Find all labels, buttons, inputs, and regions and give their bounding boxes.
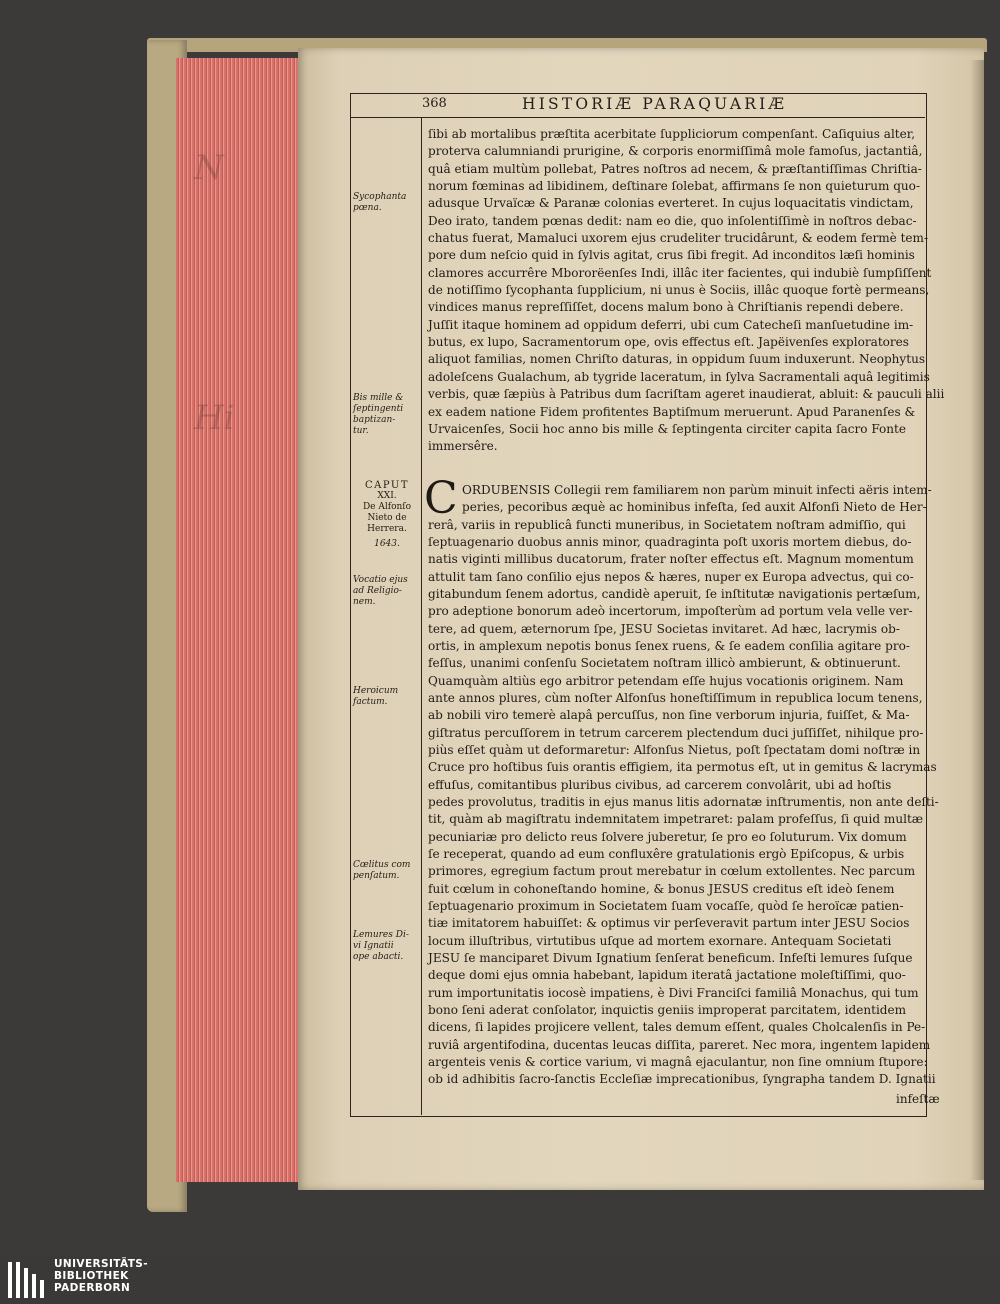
margin-note-sycophanta [353,192,421,214]
library-name-line: UNIVERSITÄTS- [54,1258,149,1270]
text-line: bono ſeni aderat conſolator, inquictis geniis improperat parcitatem, identidem [428,1002,907,1017]
margin-note-line: factum. [353,697,388,707]
ghost-mark: Hi [194,398,235,438]
text-line: feſſus, unanimi conſenſu Societatem noſtram illicò ambierunt, & obtinuerunt. [428,656,901,671]
chapter-heading [354,480,420,550]
text-line: argenteis venis & cortice varium, vi magnâ ejaculantur, non ſine omnium ſtupore: [428,1054,928,1069]
text-line: butus, ex lupo, Sacramentorum ope, ovis effectus eſt. Japëivenſes exploratores [428,335,909,350]
margin-note-line: Lemures Di- [353,930,409,940]
text-line: ſeptuagenario duobus annis minor, quadraginta poſt uxoris mortem diebus, do- [428,534,912,549]
text-line: ab nobili viro temerè alapâ percuſſus, non ſine verborum injuria, fuiſſet, & Ma- [428,708,910,723]
margin-note-line: Heroicum [353,686,399,696]
text-line: pedes provolutus, traditis in ejus manus litis adornatæ inſtrumentis, non ante deſti- [428,794,939,809]
text-line: adoleſcens Gualachum, ab tygride laceratum, in ſylva Sacramentali aquâ legitimis [428,369,930,384]
margin-note-line: penſatum. [353,871,400,881]
text-line: tiæ imitatorem habuiſſet: & optimus vir perſeveravit partum inter JESU Socios [428,916,910,931]
text-line: effuſus, comitantibus pluribus civibus, ad carcerem convolârit, ubi ad hoſtis [428,777,892,792]
margin-note-line: ſeptingenti [353,404,404,414]
text-line: ſe receperat, quando ad eum confluxêre gratulationis ergò Epiſcopus, & urbis [428,846,905,861]
text-line: rerâ, variis in republicâ functi muneribus, in Societatem noſtram admiſſio, qui [428,517,906,532]
chapter-heading-line: Herrera. [367,524,407,534]
margin-note-line: ope abacti. [353,952,404,962]
text-line: ruviâ argentifodina, ducentas leucas diſſita, pareret. Nec mora, ingentem lapidem [428,1037,931,1052]
text-line: pecuniariæ pro delicto reus ſolvere juberetur, ſe pro eo ſoluturum. Vix domum [428,829,907,844]
text-line: rum importunitatis iocosè impatiens, è Divi Franciſci familiâ Monachus, qui tum [428,985,919,1000]
margin-rule [421,118,422,1115]
margin-note-line: tur. [353,426,369,436]
text-line: dicens, ſi lapides projicere vellent, tales demum eſſent, quales Cholcalenſis in Pe- [428,1020,926,1035]
text-line: ante annos plures, cùm noſter Alfonſus honeſtiſſimum in republica locum tenens, [428,690,923,705]
text-line: aliquot familias, nomen Chriſto daturas, in oppidum ſuum induxerunt. Neophytus [428,352,926,367]
page-header [422,96,922,116]
margin-note-line: Vocatio ejus [353,575,408,585]
text-line: JESU ſe manciparet Divum Ignatium ſenſerat beneficum. Infeſti lemures ſuſque [428,950,913,965]
ghost-mark: N [194,148,224,188]
text-line: Urvaicenſes, Socii hoc anno bis mille & ſeptingenta circiter capita ſacro Fonte [428,421,907,436]
chapter-heading-line: Nieto de [367,513,407,523]
text-line: piùs eſſet quàm ut deformaretur: Alfonſus Nietus, poſt ſpectatam domi noſtræ in [428,742,921,757]
text-line: Juſſit itaque hominem ad oppidum deferri, ubi cum Catecheſi manſuetudine im- [428,317,914,332]
margin-note-bis-mille [353,393,421,437]
margin-note-line: ad Religio- [353,586,402,596]
text-line: pore dum neſcio quid in ſylvis agitat, crus ſibi fregit. Ad inconditos læſi hominis [428,248,915,263]
chapter-label: CAPUT [364,480,410,491]
text-line: ſibi ab mortalibus præſtita acerbitate ſuppliciorum compenſant. Caſiquius alter, [428,127,916,141]
text-line: adusque Urvaïcæ & Paranæ colonias everteret. In cujus loquacitatis vindictam, [428,196,914,211]
margin-note-coelitus [353,860,421,882]
library-name-line: BIBLIOTHEK [54,1270,129,1282]
text-line: immersêre. [428,439,498,454]
page-curl-shadow [970,60,984,1180]
text-line: primores, egregium factum prout merebatur in cœlum extollentes. Nec parcum [428,864,916,879]
page-number: 368 [422,96,447,111]
text-line: ORDUBENSIS Collegii rem familiarem non parùm minuit infecti aëris intem- [462,483,932,497]
text-line: natis viginti millibus ducatorum, frater noſter effectus eſt. Magnum momentum [428,552,914,567]
text-line: gitabundum ſenem adortus, candidè aperuit, ſe inſtitutæ navigationis pertæſum, [428,586,921,601]
text-line: vindices manus repreſſiſſet, docens malum bono à Chriſtianis rependi debere. [428,300,904,315]
margin-note-line: pœna. [353,203,382,213]
chapter-heading-line: XXI. [377,491,397,501]
text-line: tit, quàm ab magiſtratu indemnitatem impetraret: palam profeſſus, ſi quid multæ [428,812,924,827]
text-line: ex eadem natione Fidem profitentes Baptiſmum meruerunt. Apud Paranenſes & [428,404,916,419]
chapter-heading-line: De Alfonſo [362,502,412,512]
library-logo [8,1258,188,1298]
text-line: fuit cœlum in cohoneſtando homine, & bonus JESUS creditus eſt ideò ſenem [428,881,895,896]
margin-note-line: Cœlitus com [353,860,411,870]
text-line: Quamquàm altiùs ego arbitror petendam eſſe hujus vocationis originem. Nam [428,673,904,688]
text-line: chatus fuerat, Mamaluci uxorem ejus crudeliter trucidârunt, & eodem fermè tem- [428,231,929,246]
text-line: Cruce pro hoſtibus ſuis orantis effigiem, ita permotus eſt, ut in gemitus & lacrymas [428,760,937,775]
text-line: locum illuſtribus, virtutibus uſque ad mortem exornare. Antequam Societati [428,933,892,948]
text-line: ortis, in amplexum nepotis bonus ſenex ruens, & ſe eadem conſilia agitare pro- [428,638,910,653]
text-line: Deo irato, tandem pœnas dedit: nam eo die, quo inſolentiſſimè in noſtros debac- [428,213,917,228]
text-line: attulit tam ſano conſilio ejus nepos & hæres, nuper ex Europa advectus, qui co- [428,569,914,584]
text-line: peries, pecoribus æquè ac hominibus infeſta, ſed auxit Alfonſi Nieto de Her- [462,500,927,515]
text-line: pro adeptione bonorum adeò incertorum, impoſterùm ad portum vela velle ver- [428,604,913,619]
text-line: ſeptuagenario proximum in Societatem ſuam vocaſſe, quòd ſe heroïcæ patien- [428,898,904,913]
running-title: HISTORIÆ PARAQUARIÆ [522,95,788,113]
header-rule [350,117,925,118]
paragraph-2 [428,482,939,1088]
chapter-heading-line: 1643. [374,539,400,549]
margin-note-line: Bis mille & [353,393,404,403]
library-name [54,1258,148,1294]
catchword: infeſtæ [896,1092,940,1106]
text-line: tere, ad quem, æternorum ſpe, JESU Societas invitaret. Ad hæc, lacrymis ob- [428,621,900,636]
text-line: verbis, quæ ſæpiùs à Patribus dum ſacriſtam ageret inaudierat, abluit: & pauculi alii [428,387,945,402]
text-line: deque domi ejus omnia habebant, lapidum iteratâ jactatione moleſtiſſimi, quo- [428,968,906,983]
margin-note-lemures [353,930,421,963]
text-line: giſtratus percuſſorem in tetrum carcerem plectendum duci juſſiſſet, nihilque pro- [428,725,924,740]
text-line: clamores accurrêre Mbororëenſes Indi, illâc iter facientes, qui indubiè ſumpſiſſent [428,265,932,280]
library-name-line: PADERBORN [54,1282,131,1294]
text-line: proterva calumniandi prurigine, & corporis enormiſſimâ mole famoſus, jactantiâ, [428,144,923,159]
text-line: ob id adhibitis ſacro-ſanctis Eccleſiæ imprecationibus, ſyngrapha tandem D. Ignatii [428,1072,936,1087]
page-edges [176,58,301,1182]
paragraph-1 [428,126,945,456]
margin-note-line: vi Ignatii [353,941,394,951]
text-line: de notiſſimo ſycophanta ſupplicium, ni unus è Sociis, illâc quoque fortè permeans, [428,283,930,298]
margin-note-line: baptizan- [353,415,396,425]
margin-note-line: nem. [353,597,376,607]
text-line: norum fœminas ad libidinem, deſtinare ſolebat, affirmans ſe non quieturum quo- [428,179,921,194]
text-line: quâ etiam multùm pollebat, Patres noſtros ad necem, & præſtantiſſimas Chriſtia- [428,161,922,176]
margin-note-heroicum [353,686,421,708]
drop-capital: C [424,473,458,524]
margin-note-vocatio [353,575,421,608]
margin-note-line: Sycophanta [353,192,407,202]
